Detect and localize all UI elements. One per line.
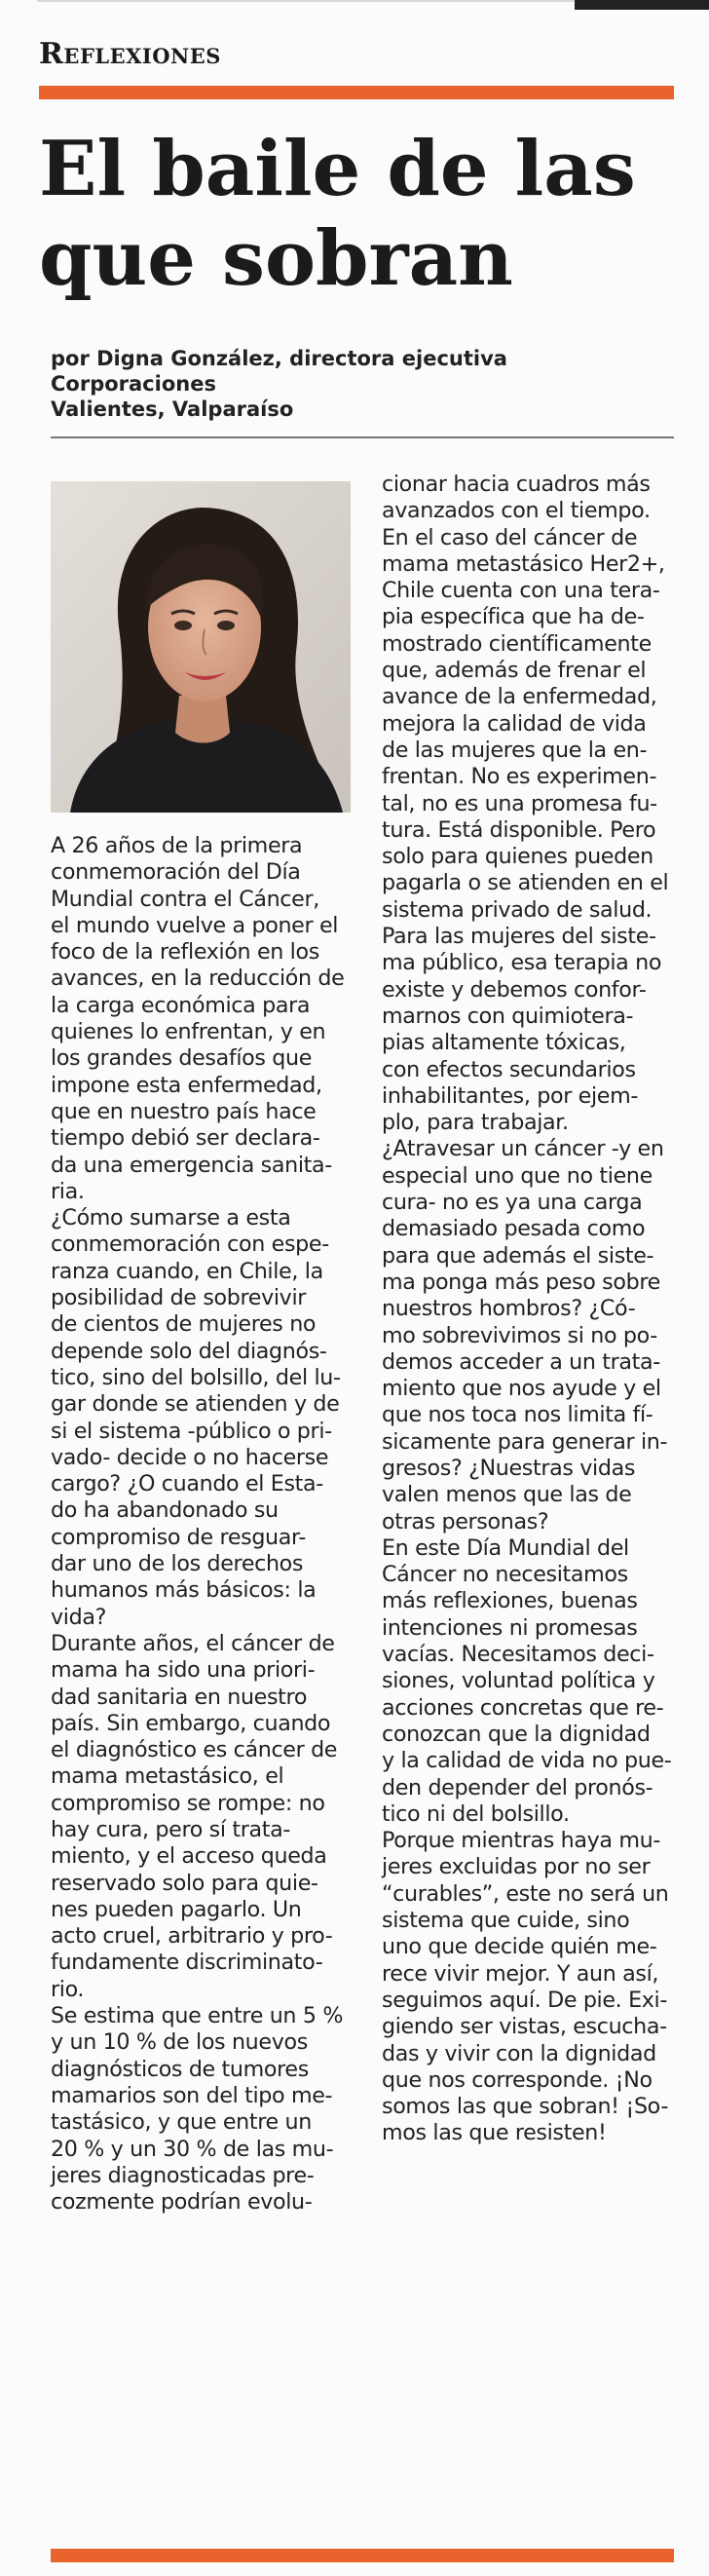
paragraph: ¿Atravesar un cáncer -y en especial uno que no tiene cura- no es ya una carga demasiado pesada como para que además el siste- ma ponga más peso sobre nuestros hombros? ¿Có- mo sobrevivimos si no po- demos acceder a un trata- miento que nos ayude y el que nos toca nos limita fí- sicamente para generar in- gresos? ¿Nuestras vidas valen menos que las de otras personas? [382,1136,668,1534]
paragraph: En este Día Mundial del Cáncer no necesitamos más reflexiones, buenas intenciones ni promesas vacías. Necesitamos deci- siones, voluntad política y acciones concretas que re- conozcan que la dignidad y la calidad de vida no pue- den depender del pronós- tico ni del bolsillo. [382,1534,672,1827]
paragraph: Se estima que entre un 5 % y un 10 % de los nuevos diagnósticos de tumores mamarios son del tipo me- tastásico, y que entre un 20 % y un 30 % de las mu- jeres diagnosticadas pre- cozmente podrían evolu- [51,2003,344,2216]
article-right-column [382,472,695,2147]
section-accent-bar [39,86,674,99]
byline-text: por Digna González, directora ejecutiva Corporaciones Valientes, Valparaíso [51,347,507,421]
section-label: Reflexiones [39,37,221,71]
paragraph: A 26 años de la primera conmemoración del Día Mundial contra el Cáncer, el mundo vuelve a poner el foco de la reflexión en los avances, en la reducción de la carga económica para quienes lo enfrentan, y en los grandes desafíos que impone esta enfermedad, que en nuestro país hace tiempo debió ser declara- da una emergencia sanita- ria. [51,833,345,1204]
paragraph: Para las mujeres del siste- ma público, esa terapia no existe y debemos confor- marnos con quimiotera- pias altamente tóxicas, con efectos secundarios inhabilitantes, por ejem- plo, para trabajar. [382,924,662,1136]
headline-text: El baile de las que sobran [39,125,636,303]
article-left-column [51,833,362,2216]
paragraph: cionar hacia cuadros más avanzados con el tiempo. [382,472,651,524]
top-corner-block [575,0,709,10]
byline-divider [51,436,674,438]
author-photo [51,481,351,813]
paragraph: En el caso del cáncer de mama metastásico Her2+, Chile cuenta con una tera- pia específica que ha de- mostrado científicamente que, además de frenar el avance de la enfermedad, mejora la calidad de vida de las mujeres que la en- frentan. No es experimen- tal, no es una promesa fu- tura. Está disponible. Pero solo para quienes pueden pagarla o se atienden en el sistema privado de salud. [382,524,669,923]
bottom-accent-bar [51,2549,674,2562]
article-headline [39,125,682,304]
paragraph: Porque mientras haya mu- jeres excluidas por no ser “curables”, este no será un sistema que cuide, sino uno que decide quién me- rece vivir mejor. Y aun así, seguimos aquí. De pie. Exi- giendo ser vistas, escucha- das y vivir con la dignidad que nos corresponde. ¡No somos las que sobran! ¡So- mos las que resisten! [382,1828,669,2146]
author-portrait-icon [51,481,351,813]
article-byline [51,346,674,422]
paragraph: ¿Cómo sumarse a esta conmemoración con espe- ranza cuando, en Chile, la posibilidad de sobrevivir de cientos de mujeres no depende solo del diagnós- tico, sino del bolsillo, del lu- gar donde se atienden y de si el sistema -público o pri- vado- decide o no hacerse cargo? ¿O cuando el Esta- do ha abandonado su compromiso de resguar- dar uno de los derechos humanos más básicos: la vida? [51,1205,341,1630]
paragraph: Durante años, el cáncer de mama ha sido una priori- dad sanitaria en nuestro país. Sin embargo, cuando el diagnóstico es cáncer de mama metastásico, el compromiso se rompe: no hay cura, pero sí trata- miento, y el acceso queda reservado solo para quie- nes pueden pagarlo. Un acto cruel, arbitrario y pro- fundamente discriminato- rio. [51,1630,338,2002]
